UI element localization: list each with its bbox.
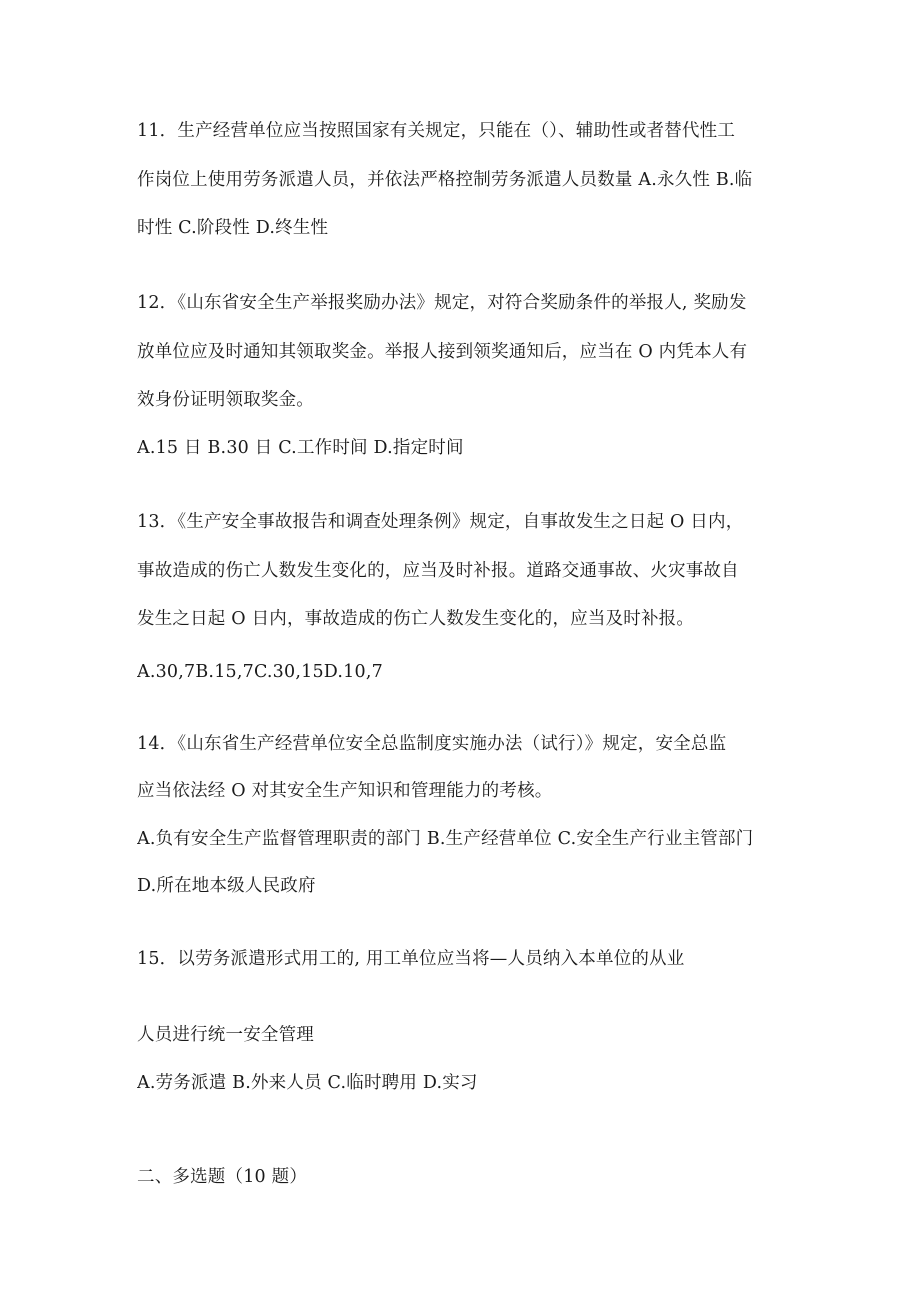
question-11-line-1: 11．生产经营单位应当按照国家有关规定，只能在（）、辅助性或者替代性工: [137, 121, 736, 141]
question-14-options-line-2: D.所在地本级人民政府: [137, 876, 316, 896]
section-heading: 二、多选题（10 题）: [137, 1167, 308, 1187]
question-15-line-1: 15．以劳务派遣形式用工的, 用工单位应当将—人员纳入本单位的从业: [137, 949, 685, 969]
question-13-line-2: 事故造成的伤亡人数发生变化的，应当及时补报。道路交通事故、火灾事故自: [137, 561, 739, 581]
question-13-options: A.30,7B.15,7C.30,15D.10,7: [137, 662, 383, 682]
question-13-line-3: 发生之日起 O 日内，事故造成的伤亡人数发生变化的，应当及时补报。: [137, 609, 695, 629]
question-14-options-line-1: A.负有安全生产监督管理职责的部门 B.生产经营单位 C.安全生产行业主管部门: [137, 829, 754, 849]
question-13-line-1: 13．《生产安全事故报告和调查处理条例》规定，自事故发生之日起 O 日内，: [137, 512, 744, 532]
question-15-options: A.劳务派遣 B.外来人员 C.临时聘用 D.实习: [137, 1073, 478, 1093]
question-11-line-2: 作岗位上使用劳务派遣人员，并依法严格控制劳务派遣人员数量 A.永久性 B.临: [137, 170, 753, 190]
question-12-line-1: 12．《山东省安全生产举报奖励办法》规定，对符合奖励条件的举报人, 奖励发: [137, 293, 747, 313]
question-15-line-2: 人员进行统一安全管理: [137, 1025, 314, 1045]
question-14-line-1: 14．《山东省生产经营单位安全总监制度实施办法（试行）》规定，安全总监: [137, 734, 727, 754]
question-12-line-3: 效身份证明领取奖金。: [137, 390, 314, 410]
question-11-line-3: 时性 C.阶段性 D.终生性: [137, 218, 329, 238]
question-12-options: A.15 日 B.30 日 C.工作时间 D.指定时间: [137, 438, 464, 458]
question-14-line-2: 应当依法经 O 对其安全生产知识和管理能力的考核。: [137, 781, 553, 801]
question-12-line-2: 放单位应及时通知其领取奖金。举报人接到领奖通知后，应当在 O 内凭本人有: [137, 342, 748, 362]
